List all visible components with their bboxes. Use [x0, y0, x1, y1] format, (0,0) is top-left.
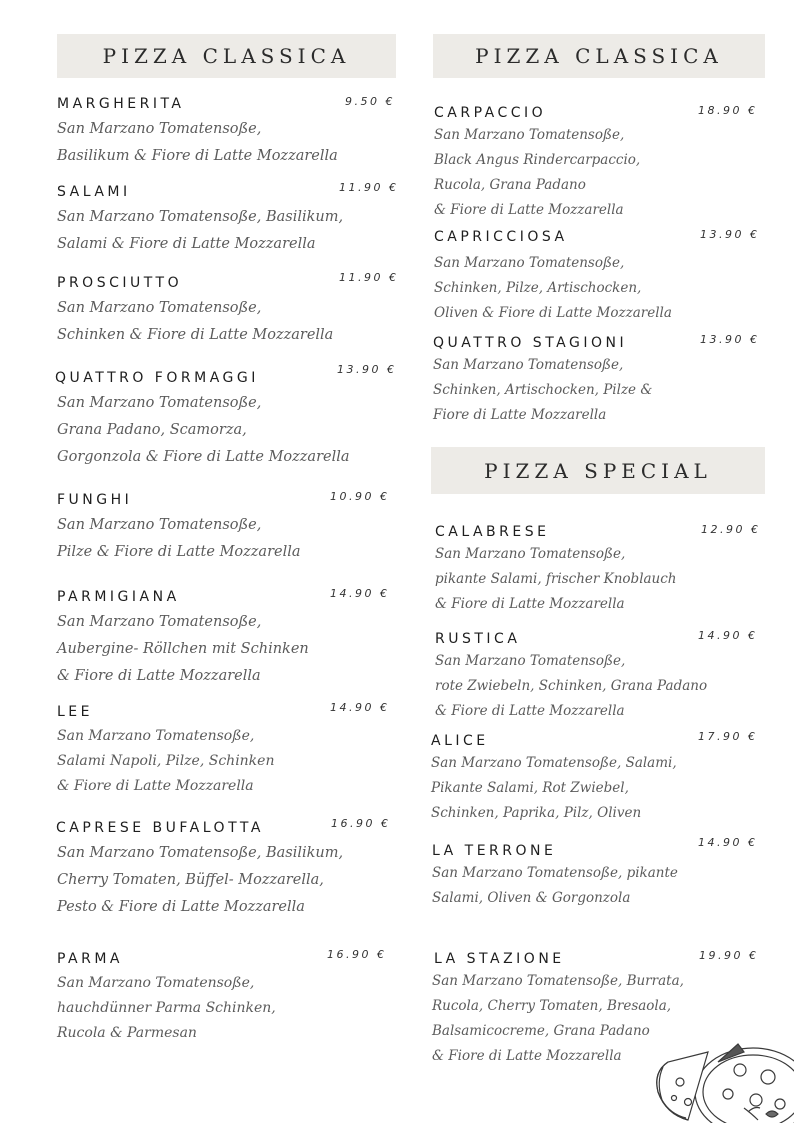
item-name: PROSCIUTTO [57, 275, 183, 291]
menu-item-capricciosa [434, 228, 760, 326]
description-line: pikante Salami, frischer Knoblauch [435, 571, 677, 587]
description-line: & Fiore di Latte Mozzarella [435, 596, 625, 612]
item-description [57, 390, 350, 471]
item-description [431, 751, 677, 826]
description-line: Schinken, Artischocken, Pilze & [433, 382, 653, 398]
item-description [434, 251, 672, 326]
item-price: 10.90 € [330, 490, 390, 503]
section-title-right: PIZZA CLASSICA [433, 34, 765, 78]
item-description [57, 609, 309, 690]
item-price: 11.90 € [339, 271, 399, 284]
item-description [57, 295, 333, 349]
description-line: Schinken, Pilze, Artischocken, [434, 280, 642, 296]
item-name: QUATTRO STAGIONI [433, 335, 628, 351]
description-line: Oliven & Fiore di Latte Mozzarella [434, 305, 672, 321]
item-description [57, 512, 301, 566]
section-title-special: PIZZA SPECIAL [431, 447, 765, 494]
menu-item-la-terrone [432, 836, 758, 911]
description-line: & Fiore di Latte Mozzarella [57, 668, 261, 684]
menu-item-alice [431, 730, 758, 826]
item-name: MARGHERITA [57, 96, 185, 112]
description-line: Schinken & Fiore di Latte Mozzarella [57, 327, 334, 343]
menu-item-parma [57, 948, 387, 1046]
description-line: Black Angus Rindercarpaccio, [434, 152, 641, 168]
menu-item-quattro-formaggi [55, 363, 397, 471]
menu-item-carpaccio [434, 104, 758, 223]
item-description [57, 204, 343, 258]
item-name: PARMIGIANA [57, 589, 180, 605]
pizza-sketch-icon [648, 1022, 794, 1123]
description-line: & Fiore di Latte Mozzarella [57, 778, 254, 794]
item-price: 13.90 € [700, 333, 760, 346]
item-price: 13.90 € [700, 228, 760, 241]
description-line: San Marzano Tomatensoße, Burrata, [432, 973, 684, 989]
item-name: QUATTRO FORMAGGI [55, 370, 259, 386]
item-price: 16.90 € [327, 948, 387, 961]
item-price: 13.90 € [337, 363, 397, 376]
item-description [432, 969, 684, 1069]
description-line: San Marzano Tomatensoße, [435, 546, 626, 562]
menu-item-quattro-stagioni [433, 333, 760, 428]
item-name: LA STAZIONE [434, 951, 565, 967]
description-line: Salami & Fiore di Latte Mozzarella [57, 236, 316, 252]
item-description [435, 542, 677, 617]
description-line: San Marzano Tomatensoße, [57, 975, 255, 991]
item-name: ALICE [431, 733, 489, 749]
description-line: Basilikum & Fiore di Latte Mozzarella [57, 148, 338, 164]
description-line: San Marzano Tomatensoße, [57, 517, 262, 533]
item-description [57, 840, 343, 921]
description-line: Pesto & Fiore di Latte Mozzarella [57, 899, 305, 915]
item-description [435, 649, 707, 724]
item-price: 14.90 € [698, 629, 758, 642]
item-name: CALABRESE [435, 524, 550, 540]
item-price: 18.90 € [698, 104, 758, 117]
description-line: San Marzano Tomatensoße, [434, 255, 625, 271]
description-line: San Marzano Tomatensoße, Basilikum, [57, 845, 344, 861]
description-line: Grana Padano, Scamorza, [57, 422, 247, 438]
menu-item-prosciutto [57, 271, 399, 349]
description-line: & Fiore di Latte Mozzarella [432, 1048, 622, 1064]
description-line: Salami Napoli, Pilze, Schinken [57, 753, 275, 769]
description-line: Aubergine- Röllchen mit Schinken [57, 641, 309, 657]
item-price: 14.90 € [330, 587, 390, 600]
menu-item-rustica [435, 629, 758, 724]
description-line: Fiore di Latte Mozzarella [433, 407, 607, 423]
description-line: Pilze & Fiore di Latte Mozzarella [57, 544, 301, 560]
item-name: CAPRICCIOSA [434, 229, 568, 245]
description-line: San Marzano Tomatensoße, [57, 614, 262, 630]
item-description [433, 353, 652, 428]
description-line: San Marzano Tomatensoße, [57, 300, 262, 316]
section-title-left: PIZZA CLASSICA [57, 34, 396, 78]
menu-item-margherita [57, 95, 395, 170]
menu-item-calabrese [435, 523, 761, 617]
description-line: San Marzano Tomatensoße, [57, 728, 255, 744]
description-line: Rucola & Parmesan [57, 1025, 197, 1041]
item-name: RUSTICA [435, 631, 521, 647]
description-line: & Fiore di Latte Mozzarella [434, 202, 624, 218]
item-description [434, 123, 640, 223]
menu-item-funghi [57, 490, 390, 566]
item-name: FUNGHI [57, 492, 133, 508]
description-line: Cherry Tomaten, Büffel- Mozzarella, [57, 872, 324, 888]
item-price: 19.90 € [699, 949, 759, 962]
item-name: PARMA [57, 951, 124, 967]
description-line: Rucola, Grana Padano [434, 177, 586, 193]
description-line: Gorgonzola & Fiore di Latte Mozzarella [57, 449, 350, 465]
item-description [57, 724, 274, 799]
description-line: Salami, Oliven & Gorgonzola [432, 890, 631, 906]
description-line: Rucola, Cherry Tomaten, Bresaola, [432, 998, 672, 1014]
description-line: & Fiore di Latte Mozzarella [435, 703, 625, 719]
menu-item-la-stazione [432, 949, 759, 1069]
description-line: Schinken, Paprika, Pilz, Oliven [431, 805, 642, 821]
item-price: 11.90 € [339, 181, 399, 194]
description-line: San Marzano Tomatensoße, pikante [432, 865, 678, 881]
item-name: LA TERRONE [432, 843, 557, 859]
description-line: San Marzano Tomatensoße, [57, 395, 262, 411]
description-line: Balsamicocreme, Grana Padano [432, 1023, 650, 1039]
item-description [57, 116, 338, 170]
menu-item-lee [57, 701, 390, 799]
item-price: 14.90 € [330, 701, 390, 714]
item-price: 14.90 € [698, 836, 758, 849]
description-line: San Marzano Tomatensoße, [57, 121, 262, 137]
item-price: 17.90 € [698, 730, 758, 743]
item-description [57, 971, 276, 1046]
description-line: Pikante Salami, Rot Zwiebel, [431, 780, 629, 796]
description-line: rote Zwiebeln, Schinken, Grana Padano [435, 678, 708, 694]
menu-item-caprese-bufalotta [56, 817, 391, 921]
item-name: CAPRESE BUFALOTTA [56, 820, 264, 836]
menu-item-parmigiana [57, 587, 390, 690]
item-price: 12.90 € [701, 523, 761, 536]
menu-item-salami [57, 181, 399, 258]
item-price: 9.50 € [345, 95, 395, 108]
description-line: San Marzano Tomatensoße, Salami, [431, 755, 677, 771]
item-name: LEE [57, 704, 93, 720]
description-line: San Marzano Tomatensoße, Basilikum, [57, 209, 344, 225]
description-line: San Marzano Tomatensoße, [433, 357, 624, 373]
item-name: CARPACCIO [434, 105, 547, 121]
item-description [432, 861, 678, 911]
description-line: San Marzano Tomatensoße, [434, 127, 625, 143]
item-name: SALAMI [57, 184, 131, 200]
item-price: 16.90 € [331, 817, 391, 830]
description-line: hauchdünner Parma Schinken, [57, 1000, 276, 1016]
description-line: San Marzano Tomatensoße, [435, 653, 626, 669]
